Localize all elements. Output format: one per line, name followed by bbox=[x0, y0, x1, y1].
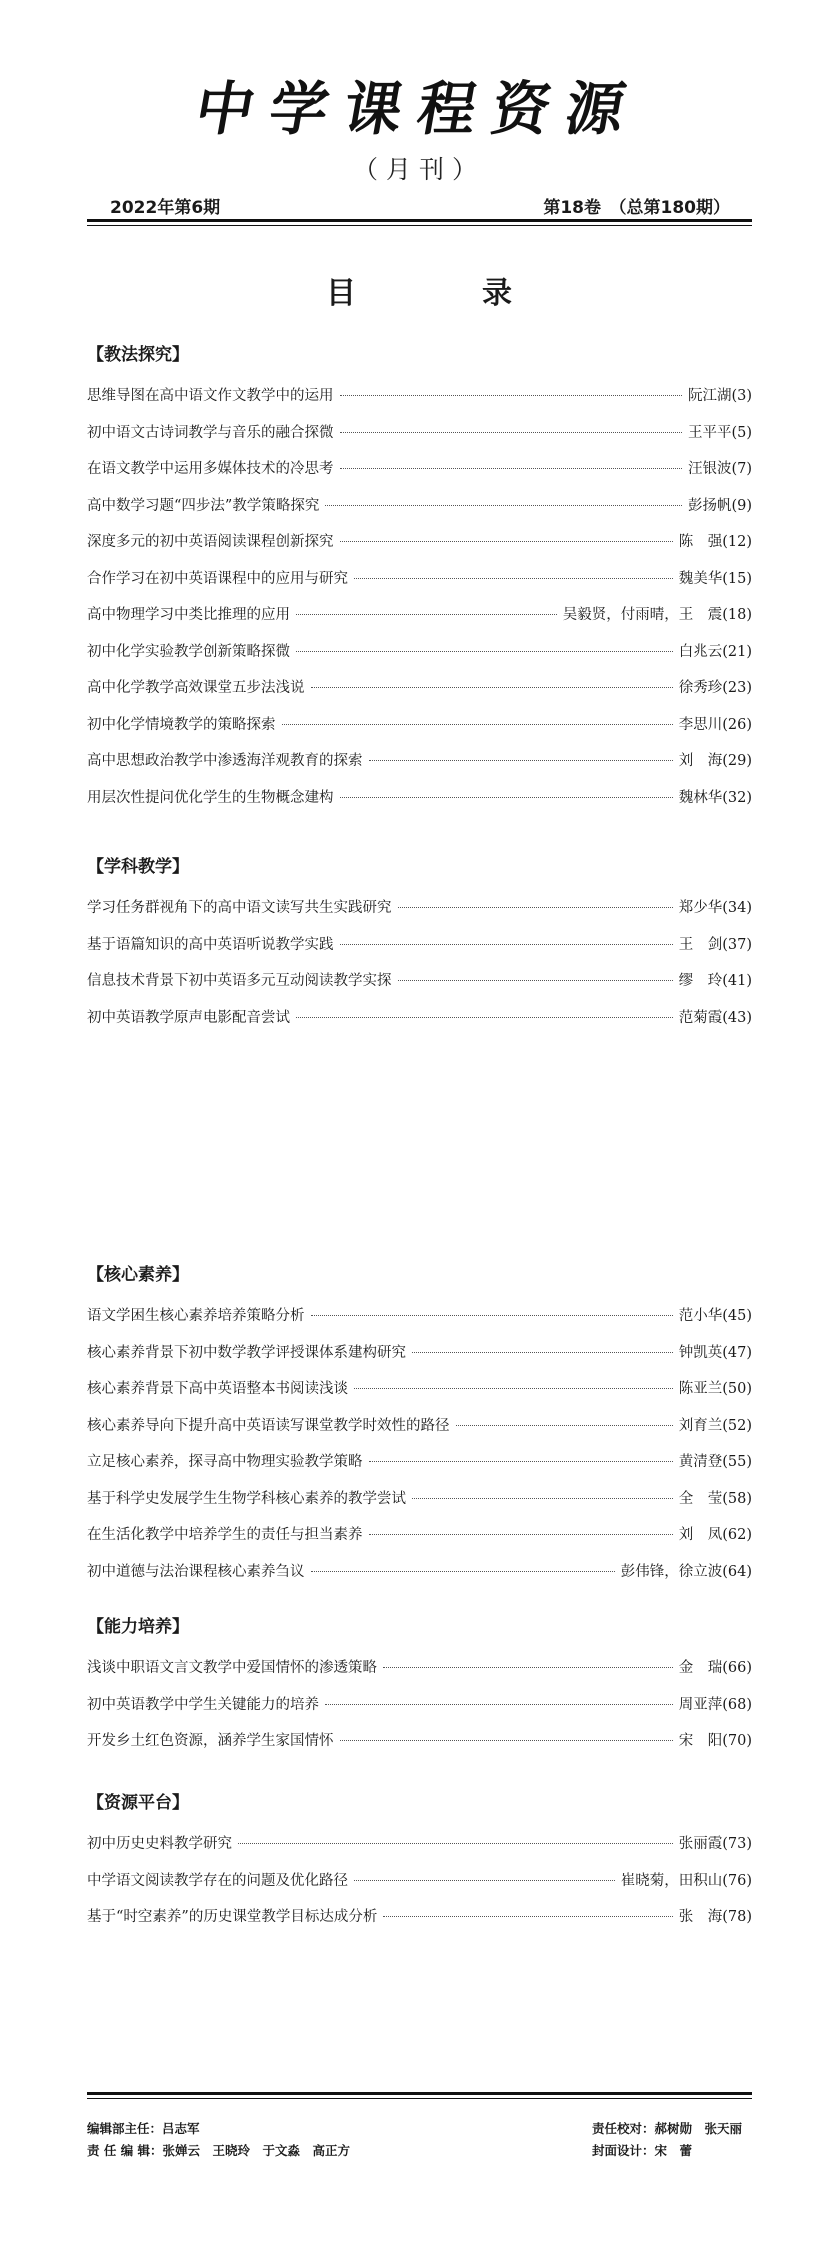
toc-entry[interactable] bbox=[87, 927, 752, 964]
toc-entry[interactable] bbox=[87, 1687, 752, 1724]
entry-author-page: 白兆云(21) bbox=[678, 643, 752, 660]
leader-dots bbox=[325, 1704, 673, 1705]
toc-entry[interactable] bbox=[87, 1723, 752, 1760]
entry-title: 在语文教学中运用多媒体技术的冷思考 bbox=[87, 461, 334, 477]
leader-dots bbox=[383, 1916, 672, 1917]
toc-entry[interactable] bbox=[87, 1863, 752, 1900]
toc-entry[interactable] bbox=[87, 1517, 752, 1554]
entry-title: 基于“时空素养”的历史课堂教学目标达成分析 bbox=[87, 1909, 378, 1925]
toc-entry[interactable] bbox=[87, 1408, 752, 1445]
leader-dots bbox=[398, 980, 673, 981]
leader-dots bbox=[398, 907, 673, 908]
toc-entry[interactable] bbox=[87, 1000, 752, 1037]
entry-author-page: 范小华(45) bbox=[678, 1308, 752, 1324]
entry-author-page: 宋 阳(70) bbox=[678, 1733, 752, 1749]
journal-title: 中学课程资源 bbox=[190, 75, 647, 143]
entry-author-page: 金 瑞(66) bbox=[678, 1660, 752, 1676]
entry-title: 高中数学习题“四步法”教学策略探究 bbox=[87, 497, 320, 514]
section-teaching-methods bbox=[87, 340, 752, 816]
leader-dots bbox=[340, 944, 673, 945]
issue-info-row bbox=[110, 193, 730, 217]
entry-title: 学习任务群视角下的高中语文读写共生实践研究 bbox=[87, 900, 392, 916]
leader-dots bbox=[340, 395, 682, 396]
leader-dots bbox=[340, 432, 682, 433]
entry-title: 合作学习在初中英语课程中的应用与研究 bbox=[87, 570, 348, 587]
entry-title: 用层次性提问优化学生的生物概念建构 bbox=[87, 789, 334, 806]
responsible-editors: 责 任 编 辑：张婵云 王晓玲 于文淼 高正方 bbox=[87, 2143, 351, 2158]
chief-editor: 编辑部主任：吕志军 bbox=[87, 2121, 200, 2136]
entry-title: 核心素养背景下高中英语整本书阅读浅谈 bbox=[87, 1381, 348, 1397]
toc-entry[interactable] bbox=[87, 670, 752, 707]
entry-title: 开发乡土红色资源，涵养学生家国情怀 bbox=[87, 1733, 334, 1749]
entry-author-page: 范菊霞(43) bbox=[678, 1009, 752, 1026]
toc-entry[interactable] bbox=[87, 1444, 752, 1481]
entry-author-page: 崔晓菊，田积山(76) bbox=[620, 1872, 752, 1889]
entry-title: 高中物理学习中类比推理的应用 bbox=[87, 607, 290, 623]
leader-dots bbox=[369, 1534, 673, 1535]
leader-dots bbox=[412, 1498, 673, 1499]
leader-dots bbox=[354, 1880, 615, 1881]
section-heading: 【核心素养】 bbox=[87, 1265, 189, 1285]
entry-title: 初中英语教学中学生关键能力的培养 bbox=[87, 1696, 319, 1713]
toc-entry[interactable] bbox=[87, 451, 752, 488]
leader-dots bbox=[311, 687, 673, 688]
toc-entry[interactable] bbox=[87, 963, 752, 1000]
entry-author-page: 吴毅贤，付雨晴，王 震(18) bbox=[562, 607, 752, 623]
toc-entry[interactable] bbox=[87, 378, 752, 415]
section-heading: 【能力培养】 bbox=[87, 1617, 189, 1637]
proofreaders: 责任校对：郝树勋 张天丽 bbox=[592, 2121, 743, 2136]
leader-dots bbox=[340, 797, 673, 798]
entry-title: 高中思想政治教学中渗透海洋观教育的探索 bbox=[87, 753, 363, 769]
entry-author-page: 阮江湖(3) bbox=[687, 388, 752, 404]
entry-author-page: 李思川(26) bbox=[678, 716, 752, 733]
toc-entry[interactable] bbox=[87, 561, 752, 598]
entry-author-page: 王 剑(37) bbox=[678, 936, 752, 953]
entry-title: 浅谈中职语文言文教学中爱国情怀的渗透策略 bbox=[87, 1660, 377, 1676]
credits-left bbox=[87, 2118, 350, 2162]
leader-dots bbox=[296, 614, 557, 615]
entry-author-page: 王平平(5) bbox=[687, 424, 752, 441]
toc-entry[interactable] bbox=[87, 890, 752, 927]
toc-entry[interactable] bbox=[87, 488, 752, 525]
entry-author-page: 全 莹(58) bbox=[678, 1490, 752, 1507]
toc-entry[interactable] bbox=[87, 1335, 752, 1372]
leader-dots bbox=[412, 1352, 673, 1353]
entry-author-page: 刘 海(29) bbox=[678, 753, 752, 769]
leader-dots bbox=[311, 1315, 673, 1316]
entry-title: 初中历史史料教学研究 bbox=[87, 1836, 232, 1852]
section-subject-teaching bbox=[87, 852, 752, 1036]
entry-title: 基于科学史发展学生生物学科核心素养的教学尝试 bbox=[87, 1490, 406, 1507]
volume-number: 第18卷 （总第180期） bbox=[543, 198, 730, 218]
entry-title: 高中化学教学高效课堂五步法浅说 bbox=[87, 680, 305, 696]
entry-title: 思维导图在高中语文作文教学中的运用 bbox=[87, 388, 334, 404]
leader-dots bbox=[340, 1740, 673, 1741]
entry-title: 初中语文古诗词教学与音乐的融合探微 bbox=[87, 424, 334, 441]
entry-title: 核心素养背景下初中数学教学评授课体系建构研究 bbox=[87, 1344, 406, 1361]
toc-entry[interactable] bbox=[87, 634, 752, 671]
entry-author-page: 周亚萍(68) bbox=[678, 1696, 752, 1713]
entry-author-page: 刘育兰(52) bbox=[678, 1417, 752, 1434]
entry-author-page: 钟凯英(47) bbox=[678, 1344, 752, 1361]
leader-dots bbox=[296, 1017, 673, 1018]
leader-dots bbox=[369, 1461, 673, 1462]
entry-title: 初中英语教学原声电影配音尝试 bbox=[87, 1009, 290, 1026]
entry-title: 核心素养导向下提升高中英语读写课堂教学时效性的路径 bbox=[87, 1417, 450, 1434]
leader-dots bbox=[456, 1425, 673, 1426]
entry-title: 基于语篇知识的高中英语听说教学实践 bbox=[87, 936, 334, 953]
toc-entry[interactable] bbox=[87, 597, 752, 634]
entry-title: 深度多元的初中英语阅读课程创新探究 bbox=[87, 534, 334, 550]
leader-dots bbox=[296, 651, 673, 652]
leader-dots bbox=[369, 760, 673, 761]
footer-rule-thin bbox=[87, 2098, 752, 2099]
entry-author-page: 魏美华(15) bbox=[678, 570, 752, 587]
issue-number: 2022年第6期 bbox=[110, 198, 221, 218]
entry-author-page: 郑少华(34) bbox=[678, 900, 752, 916]
leader-dots bbox=[238, 1843, 673, 1844]
entry-author-page: 缪 玲(41) bbox=[678, 973, 752, 989]
toc-entry[interactable] bbox=[87, 415, 752, 452]
entry-title: 信息技术背景下初中英语多元互动阅读教学实探 bbox=[87, 973, 392, 989]
toc-entry[interactable] bbox=[87, 1298, 752, 1335]
entry-title: 立足核心素养，探寻高中物理实验教学策略 bbox=[87, 1454, 363, 1470]
leader-dots bbox=[311, 1571, 615, 1572]
section-heading: 【资源平台】 bbox=[87, 1793, 189, 1813]
credits-right bbox=[592, 2118, 742, 2162]
leader-dots bbox=[340, 541, 673, 542]
leader-dots bbox=[354, 578, 673, 579]
toc-entry[interactable] bbox=[87, 707, 752, 744]
entry-author-page: 陈 强(12) bbox=[678, 534, 752, 550]
toc-entry[interactable] bbox=[87, 1826, 752, 1863]
toc-entry[interactable] bbox=[87, 1899, 752, 1936]
toc-entry[interactable] bbox=[87, 1650, 752, 1687]
toc-title: 目 录 bbox=[326, 276, 560, 311]
entry-author-page: 彭伟锋，徐立波(64) bbox=[620, 1563, 752, 1580]
section-ability-cultivation bbox=[87, 1612, 752, 1760]
toc-entry[interactable] bbox=[87, 1554, 752, 1591]
cover-designer: 封面设计：宋 蕾 bbox=[592, 2143, 693, 2158]
entry-author-page: 刘 凤(62) bbox=[678, 1527, 752, 1543]
entry-title: 在生活化教学中培养学生的责任与担当素养 bbox=[87, 1527, 363, 1543]
section-heading: 【教法探究】 bbox=[87, 345, 189, 365]
header-rule-thick bbox=[87, 219, 752, 222]
toc-entry[interactable] bbox=[87, 1371, 752, 1408]
entry-title: 初中化学情境教学的策略探索 bbox=[87, 716, 276, 733]
toc-entry[interactable] bbox=[87, 1481, 752, 1518]
leader-dots bbox=[282, 724, 673, 725]
toc-entry[interactable] bbox=[87, 743, 752, 780]
entry-title: 中学语文阅读教学存在的问题及优化路径 bbox=[87, 1872, 348, 1889]
section-resource-platform bbox=[87, 1788, 752, 1936]
leader-dots bbox=[354, 1388, 673, 1389]
entry-author-page: 陈亚兰(50) bbox=[678, 1381, 752, 1397]
entry-author-page: 汪银波(7) bbox=[687, 461, 752, 477]
entry-author-page: 徐秀珍(23) bbox=[678, 680, 752, 696]
entry-author-page: 张丽霞(73) bbox=[678, 1836, 752, 1852]
journal-subtitle: （月刊） bbox=[352, 155, 485, 184]
toc-entry[interactable] bbox=[87, 524, 752, 561]
leader-dots bbox=[383, 1667, 673, 1668]
toc-entry[interactable] bbox=[87, 780, 752, 817]
entry-author-page: 张 海(78) bbox=[678, 1909, 752, 1925]
entry-title: 语文学困生核心素养培养策略分析 bbox=[87, 1308, 305, 1324]
entry-author-page: 黄清登(55) bbox=[678, 1454, 752, 1470]
section-heading: 【学科教学】 bbox=[87, 857, 189, 877]
leader-dots bbox=[325, 505, 682, 506]
entry-title: 初中化学实验教学创新策略探微 bbox=[87, 643, 290, 660]
leader-dots bbox=[340, 468, 682, 469]
header-rule-thin bbox=[87, 225, 752, 226]
entry-author-page: 魏林华(32) bbox=[678, 789, 752, 806]
section-core-competencies bbox=[87, 1260, 752, 1590]
entry-title: 初中道德与法治课程核心素养刍议 bbox=[87, 1563, 305, 1580]
footer-rule-thick bbox=[87, 2092, 752, 2095]
entry-author-page: 彭扬帆(9) bbox=[687, 497, 752, 514]
